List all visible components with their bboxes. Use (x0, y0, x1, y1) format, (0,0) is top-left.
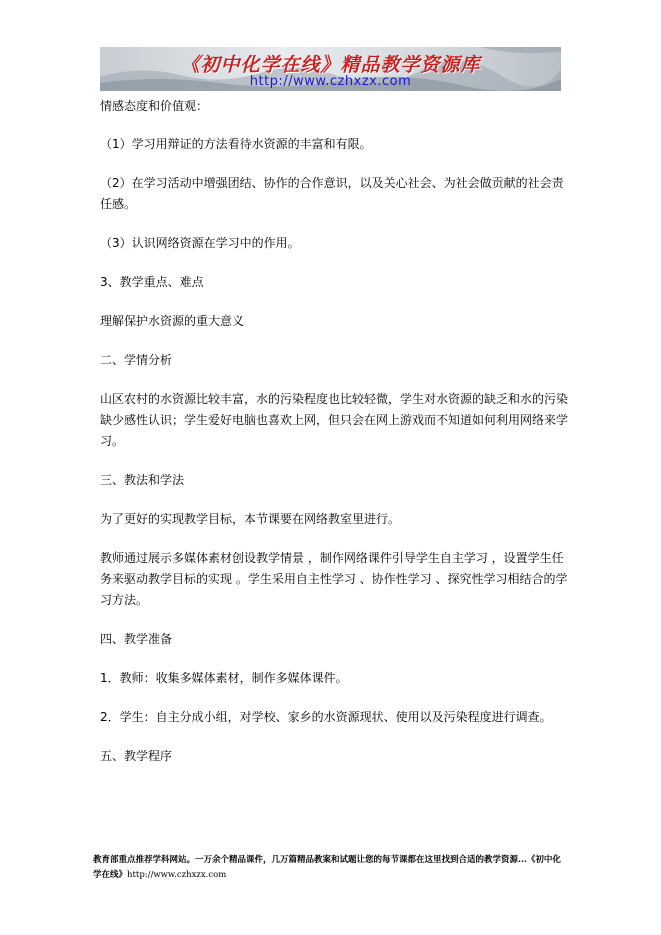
paragraph: 1．教师：收集多媒体素材，制作多媒体课件。 (100, 671, 348, 685)
header-banner (100, 47, 561, 91)
paragraph: （2）在学习活动中增强团结、协作的合作意识，以及关心社会、为社会做贡献的社会责任感。 (100, 176, 564, 211)
banner-url-link[interactable]: http://www.czhxzx.com (249, 74, 412, 89)
paragraph: 为了更好的实现教学目标，本节课要在网络教室里进行。 (100, 512, 401, 526)
footer-text: 教育部重点推荐学科网站。一万余个精品课件，几万篇精品教案和试题让您的每节课都在这里找到合适的教学资源...《初中化学在线》 (93, 855, 561, 880)
footer-note (93, 853, 568, 883)
paragraph: 教师通过展示多媒体素材创设教学情景 ，制作网络课件引导学生自主学习 ，设置学生任务来驱动教学目标的实现 。学生采用自主性学习 、协作性学习 、探究性学习相结合的学习方法。 (100, 551, 568, 607)
banner-title: 《初中化学在线》精品教学资源库 (180, 54, 481, 76)
paragraph: 2．学生：自主分成小组，对学校、家乡的水资源现状、使用以及污染程度进行调查。 (100, 710, 552, 724)
paragraph: 情感态度和价值观： (100, 99, 209, 113)
section-heading: 四、教学准备 (100, 632, 173, 646)
paragraph: （3）认识网络资源在学习中的作用。 (100, 236, 300, 250)
section-heading: 三、教法和学法 (100, 473, 185, 487)
document-body (100, 96, 568, 767)
section-heading: 五、教学程序 (100, 749, 173, 763)
section-heading: 二、学情分析 (100, 353, 173, 367)
paragraph: 理解保护水资源的重大意义 (100, 314, 245, 328)
footer-url-link[interactable]: http://www.czhxzx.com (127, 870, 227, 880)
paragraph: 山区农村的水资源比较丰富，水的污染程度也比较轻微，学生对水资源的缺乏和水的污染缺少感性认识；学生爱好电脑也喜欢上网，但只会在网上游戏而不知道如何利用网络来学习。 (100, 392, 569, 448)
paragraph: （1）学习用辩证的方法看待水资源的丰富和有限。 (100, 137, 372, 151)
section-heading: 3、教学重点、难点 (100, 275, 204, 289)
